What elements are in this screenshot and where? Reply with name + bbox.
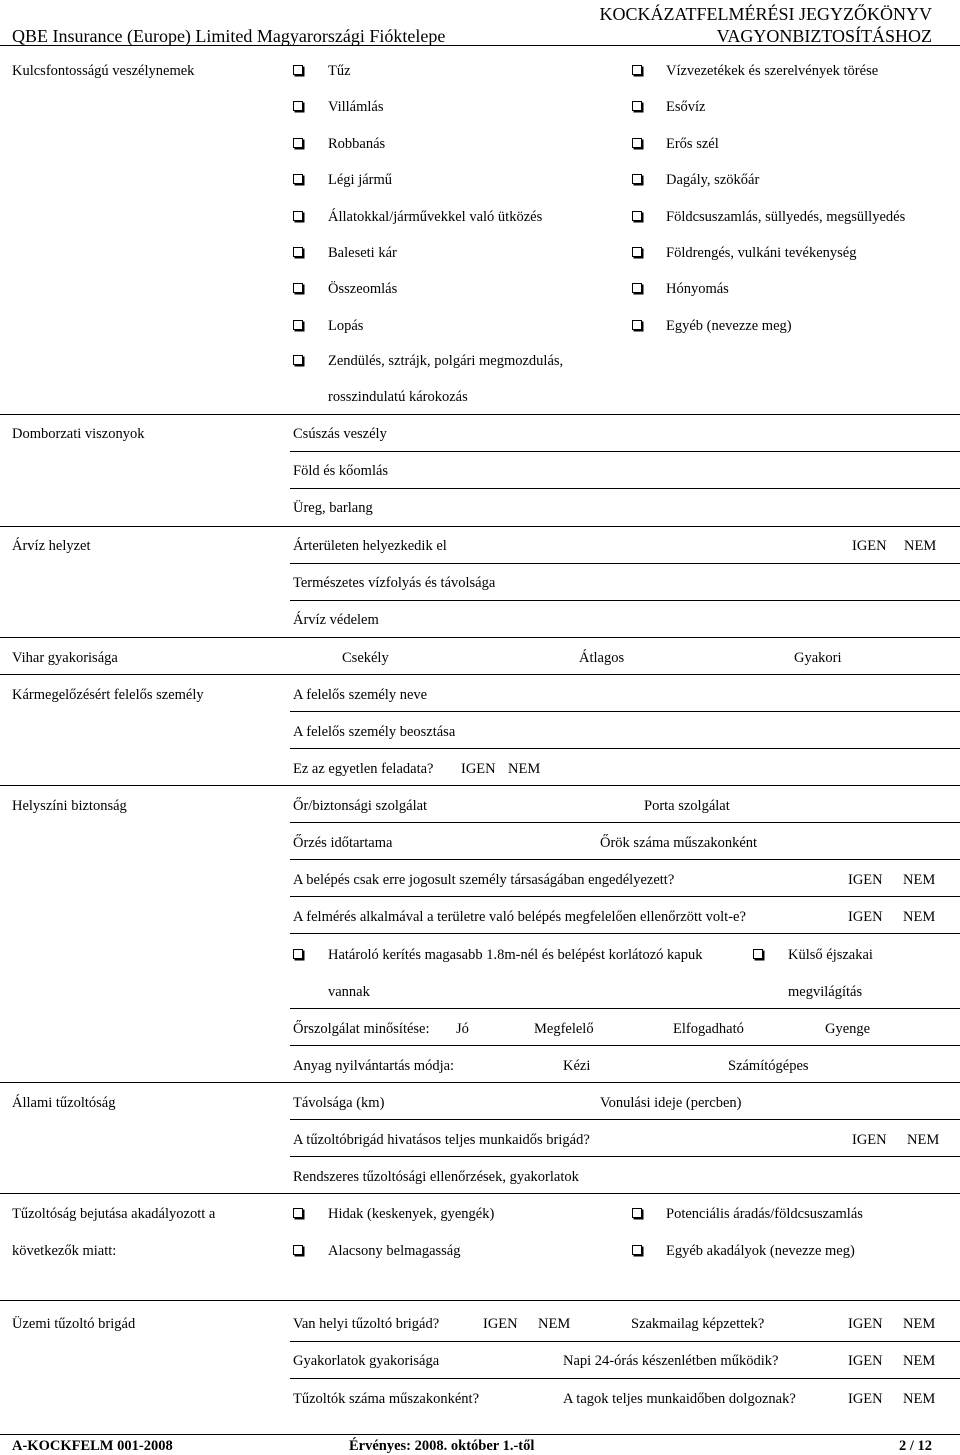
brigade-drills: Gyakorlatok gyakorisága bbox=[293, 1353, 440, 1369]
field-line bbox=[290, 563, 960, 564]
brigade-trained-nem-option[interactable]: NEM bbox=[903, 1316, 936, 1332]
checkbox-peril-left-6[interactable] bbox=[293, 283, 303, 293]
brigade-local-nem-option[interactable]: NEM bbox=[538, 1316, 571, 1332]
field-line bbox=[290, 933, 960, 934]
section-rule bbox=[0, 526, 960, 527]
responsible-only-task: Ez az egyetlen feladata? bbox=[293, 761, 434, 777]
field-line bbox=[290, 1341, 960, 1342]
fire-dept-inspections: Rendszeres tűzoltósági ellenőrzések, gyakorlatok bbox=[293, 1169, 579, 1185]
security-entry-nem-option[interactable]: NEM bbox=[903, 872, 936, 888]
security-check-nem-option[interactable]: NEM bbox=[903, 909, 936, 925]
peril-right-label: Erős szél bbox=[666, 135, 719, 152]
access-flooding: Potenciális áradás/földcsuszamlás bbox=[666, 1206, 863, 1222]
checkbox-bridges[interactable] bbox=[293, 1208, 303, 1218]
field-line bbox=[290, 1156, 960, 1157]
checkbox-peril-left-4[interactable] bbox=[293, 211, 303, 221]
fire-dept-nem-option[interactable]: NEM bbox=[907, 1132, 940, 1148]
section-rule bbox=[0, 1193, 960, 1194]
checkbox-peril-left-5[interactable] bbox=[293, 247, 303, 257]
flood-igen-option[interactable]: IGEN bbox=[852, 538, 887, 554]
brigade-standby-nem-option[interactable]: NEM bbox=[903, 1353, 936, 1369]
checkbox-headroom[interactable] bbox=[293, 1245, 303, 1255]
form-title-line2: VAGYONBIZTOSÍTÁSHOZ bbox=[716, 26, 932, 46]
brigade-fulltime-question: A tagok teljes munkaidőben dolgoznak? bbox=[563, 1391, 796, 1407]
peril-left-label: Összeomlás bbox=[328, 281, 398, 298]
access-other: Egyéb akadályok (nevezze meg) bbox=[666, 1243, 855, 1259]
footer-rule bbox=[0, 1434, 960, 1435]
checkbox-peril-right-2[interactable] bbox=[632, 138, 642, 148]
peril-right-label: Dagály, szökőár bbox=[666, 172, 760, 189]
checkbox-peril-right-6[interactable] bbox=[632, 283, 642, 293]
terrain-label: Domborzati viszonyok bbox=[12, 426, 145, 442]
header-rule bbox=[0, 45, 960, 46]
fire-dept-igen-option[interactable]: IGEN bbox=[852, 1132, 887, 1148]
peril-left-label: Baleseti kár bbox=[328, 245, 397, 261]
security-guards-per-shift: Őrök száma műszakonként bbox=[600, 835, 758, 851]
field-line bbox=[290, 748, 960, 749]
checkbox-fence[interactable] bbox=[293, 949, 303, 959]
brigade-fulltime-nem-option[interactable]: NEM bbox=[903, 1391, 936, 1407]
checkbox-other-obstacles[interactable] bbox=[632, 1245, 642, 1255]
security-inventory-label: Anyag nyilvántartás módja: bbox=[293, 1058, 455, 1074]
peril-left-label: Villámlás bbox=[328, 99, 384, 116]
security-fence-line2: vannak bbox=[328, 984, 370, 1000]
brigade-local-question: Van helyi tűzoltó brigád? bbox=[293, 1316, 440, 1332]
security-inventory-computer[interactable]: Számítógépes bbox=[728, 1058, 809, 1074]
security-lighting-line2: megvilágítás bbox=[788, 984, 863, 1000]
brigade-trained-igen-option[interactable]: IGEN bbox=[848, 1316, 883, 1332]
security-entry-igen-option[interactable]: IGEN bbox=[848, 872, 883, 888]
field-line bbox=[290, 600, 960, 601]
security-rating-weak[interactable]: Gyenge bbox=[825, 1021, 871, 1037]
responsible-name: A felelős személy neve bbox=[293, 687, 428, 703]
security-rating-good[interactable]: Jó bbox=[456, 1021, 469, 1037]
peril-left-label: Légi jármű bbox=[328, 172, 393, 189]
section-rule bbox=[0, 1300, 960, 1301]
fire-dept-response-time: Vonulási ideje (percben) bbox=[600, 1095, 742, 1111]
peril-right-label: Hónyomás bbox=[666, 281, 729, 298]
brigade-fulltime-igen-option[interactable]: IGEN bbox=[848, 1391, 883, 1407]
checkbox-peril-left-1[interactable] bbox=[293, 101, 303, 111]
storm-label: Vihar gyakorisága bbox=[12, 650, 118, 666]
flood-label: Árvíz helyzet bbox=[12, 538, 91, 554]
security-check-question: A felmérés alkalmával a területre való belépés megfelelően ellenőrzött volt-e? bbox=[293, 909, 746, 925]
security-lighting-line1: Külső éjszakai bbox=[788, 947, 873, 963]
checkbox-peril-right-4[interactable] bbox=[632, 211, 642, 221]
peril-right-label: Esővíz bbox=[666, 99, 706, 116]
terrain-landslide: Csúszás veszély bbox=[293, 426, 387, 442]
flood-floodplain: Árterületen helyezkedik el bbox=[293, 538, 447, 554]
brigade-label: Üzemi tűzoltó brigád bbox=[12, 1316, 136, 1332]
access-label-line1: Tűzoltóság bejutása akadályozott a bbox=[12, 1206, 216, 1222]
flood-nem-option[interactable]: NEM bbox=[904, 538, 937, 554]
section-rule bbox=[0, 785, 960, 786]
checkbox-flooding[interactable] bbox=[632, 1208, 642, 1218]
checkbox-peril-right-0[interactable] bbox=[632, 65, 642, 75]
peril-right-label: Földrengés, vulkáni tevékenység bbox=[666, 245, 857, 261]
security-inventory-manual[interactable]: Kézi bbox=[563, 1058, 591, 1074]
security-guard-duration: Őrzés időtartama bbox=[293, 835, 393, 851]
checkbox-peril-right-1[interactable] bbox=[632, 101, 642, 111]
checkbox-peril-left-2[interactable] bbox=[293, 138, 303, 148]
fire-dept-label: Állami tűzoltóság bbox=[12, 1095, 116, 1111]
storm-option-low[interactable]: Csekély bbox=[342, 650, 389, 666]
checkbox-peril-right-5[interactable] bbox=[632, 247, 642, 257]
storm-option-average[interactable]: Átlagos bbox=[579, 650, 625, 666]
responsible-label: Kármegelőzésért felelős személy bbox=[12, 687, 204, 703]
field-line bbox=[290, 488, 960, 489]
brigade-standby-igen-option[interactable]: IGEN bbox=[848, 1353, 883, 1369]
fire-dept-distance: Távolsága (km) bbox=[293, 1095, 385, 1111]
field-line bbox=[290, 711, 960, 712]
flood-protection: Árvíz védelem bbox=[293, 612, 379, 628]
footer-code: A-KOCKFELM 001-2008 bbox=[12, 1438, 173, 1454]
peril-riot-line1: Zendülés, sztrájk, polgári megmozdulás, bbox=[328, 353, 564, 369]
peril-right-label: Földcsuszamlás, süllyedés, megsüllyedés bbox=[666, 208, 906, 225]
security-rating-adequate[interactable]: Megfelelő bbox=[534, 1021, 594, 1037]
access-label-line2: következők miatt: bbox=[12, 1243, 117, 1259]
security-porter: Porta szolgálat bbox=[644, 798, 730, 814]
peril-left-label: Tűz bbox=[328, 63, 351, 79]
fire-dept-fulltime-question: A tűzoltóbrigád hivatásos teljes munkaidős brigád? bbox=[293, 1132, 590, 1148]
peril-left-label: Lopás bbox=[328, 317, 364, 334]
peril-riot-line2: rosszindulatú károkozás bbox=[328, 389, 468, 405]
form-title-line1: KOCKÁZATFELMÉRÉSI JEGYZŐKÖNYV bbox=[599, 4, 932, 24]
responsible-nem-option[interactable]: NEM bbox=[508, 761, 541, 777]
security-check-igen-option[interactable]: IGEN bbox=[848, 909, 883, 925]
checkbox-peril-right-7[interactable] bbox=[632, 320, 642, 330]
field-line bbox=[290, 859, 960, 860]
brigade-standby-question: Napi 24-órás készenlétben működik? bbox=[563, 1353, 779, 1369]
security-guard-service: Őr/biztonsági szolgálat bbox=[293, 798, 428, 814]
terrain-rockfall: Föld és kőomlás bbox=[293, 463, 389, 479]
peril-right-label: Egyéb (nevezze meg) bbox=[666, 317, 792, 334]
section-rule bbox=[0, 1082, 960, 1083]
flood-watercourse: Természetes vízfolyás és távolsága bbox=[293, 575, 496, 591]
field-line bbox=[290, 822, 960, 823]
peril-right-label: Vízvezetékek és szerelvények törése bbox=[666, 63, 879, 79]
brigade-trained-question: Szakmailag képzettek? bbox=[631, 1316, 765, 1332]
checkbox-peril-left-3[interactable] bbox=[293, 174, 303, 184]
responsible-igen-option[interactable]: IGEN bbox=[461, 761, 496, 777]
brigade-local-igen-option[interactable]: IGEN bbox=[483, 1316, 518, 1332]
security-rating-label: Őrszolgálat minősítése: bbox=[293, 1021, 430, 1037]
footer-page: 2 / 12 bbox=[898, 1438, 932, 1454]
footer-valid: Érvényes: 2008. október 1.-től bbox=[349, 1438, 535, 1454]
access-headroom: Alacsony belmagasság bbox=[328, 1243, 461, 1259]
field-line bbox=[290, 1045, 960, 1046]
security-rating-acceptable[interactable]: Elfogadható bbox=[673, 1021, 744, 1037]
security-fence-line1: Határoló kerítés magasabb 1.8m-nél és belépést korlátozó kapuk bbox=[328, 947, 703, 963]
section-rule bbox=[0, 637, 960, 638]
field-line bbox=[290, 896, 960, 897]
access-bridges: Hidak (keskenyek, gyengék) bbox=[328, 1206, 495, 1222]
checkbox-peril-right-3[interactable] bbox=[632, 174, 642, 184]
peril-left-label: Robbanás bbox=[328, 135, 386, 152]
checkbox-peril-left-0[interactable] bbox=[293, 65, 303, 75]
brigade-count-question: Tűzoltók száma műszakonként? bbox=[293, 1391, 480, 1407]
checkbox-peril-left-7[interactable] bbox=[293, 320, 303, 330]
peril-left-label: Állatokkal/járművekkel való ütközés bbox=[328, 208, 543, 225]
company-name: QBE Insurance (Europe) Limited Magyarországi Fióktelepe bbox=[12, 26, 446, 46]
checkbox-lighting[interactable] bbox=[753, 949, 763, 959]
section-rule bbox=[0, 674, 960, 675]
field-line bbox=[290, 451, 960, 452]
responsible-position: A felelős személy beosztása bbox=[293, 724, 456, 740]
perils-label: Kulcsfontosságú veszélynemek bbox=[12, 63, 195, 79]
security-label: Helyszíni biztonság bbox=[12, 798, 127, 814]
section-rule bbox=[0, 414, 960, 415]
security-entry-question: A belépés csak erre jogosult személy társaságában engedélyezett? bbox=[293, 872, 675, 888]
checkbox-riot[interactable] bbox=[293, 355, 303, 365]
field-line bbox=[290, 1378, 960, 1379]
storm-option-frequent[interactable]: Gyakori bbox=[794, 650, 842, 666]
field-line bbox=[290, 1119, 960, 1120]
terrain-cave: Üreg, barlang bbox=[293, 500, 373, 516]
field-line bbox=[290, 1008, 960, 1009]
